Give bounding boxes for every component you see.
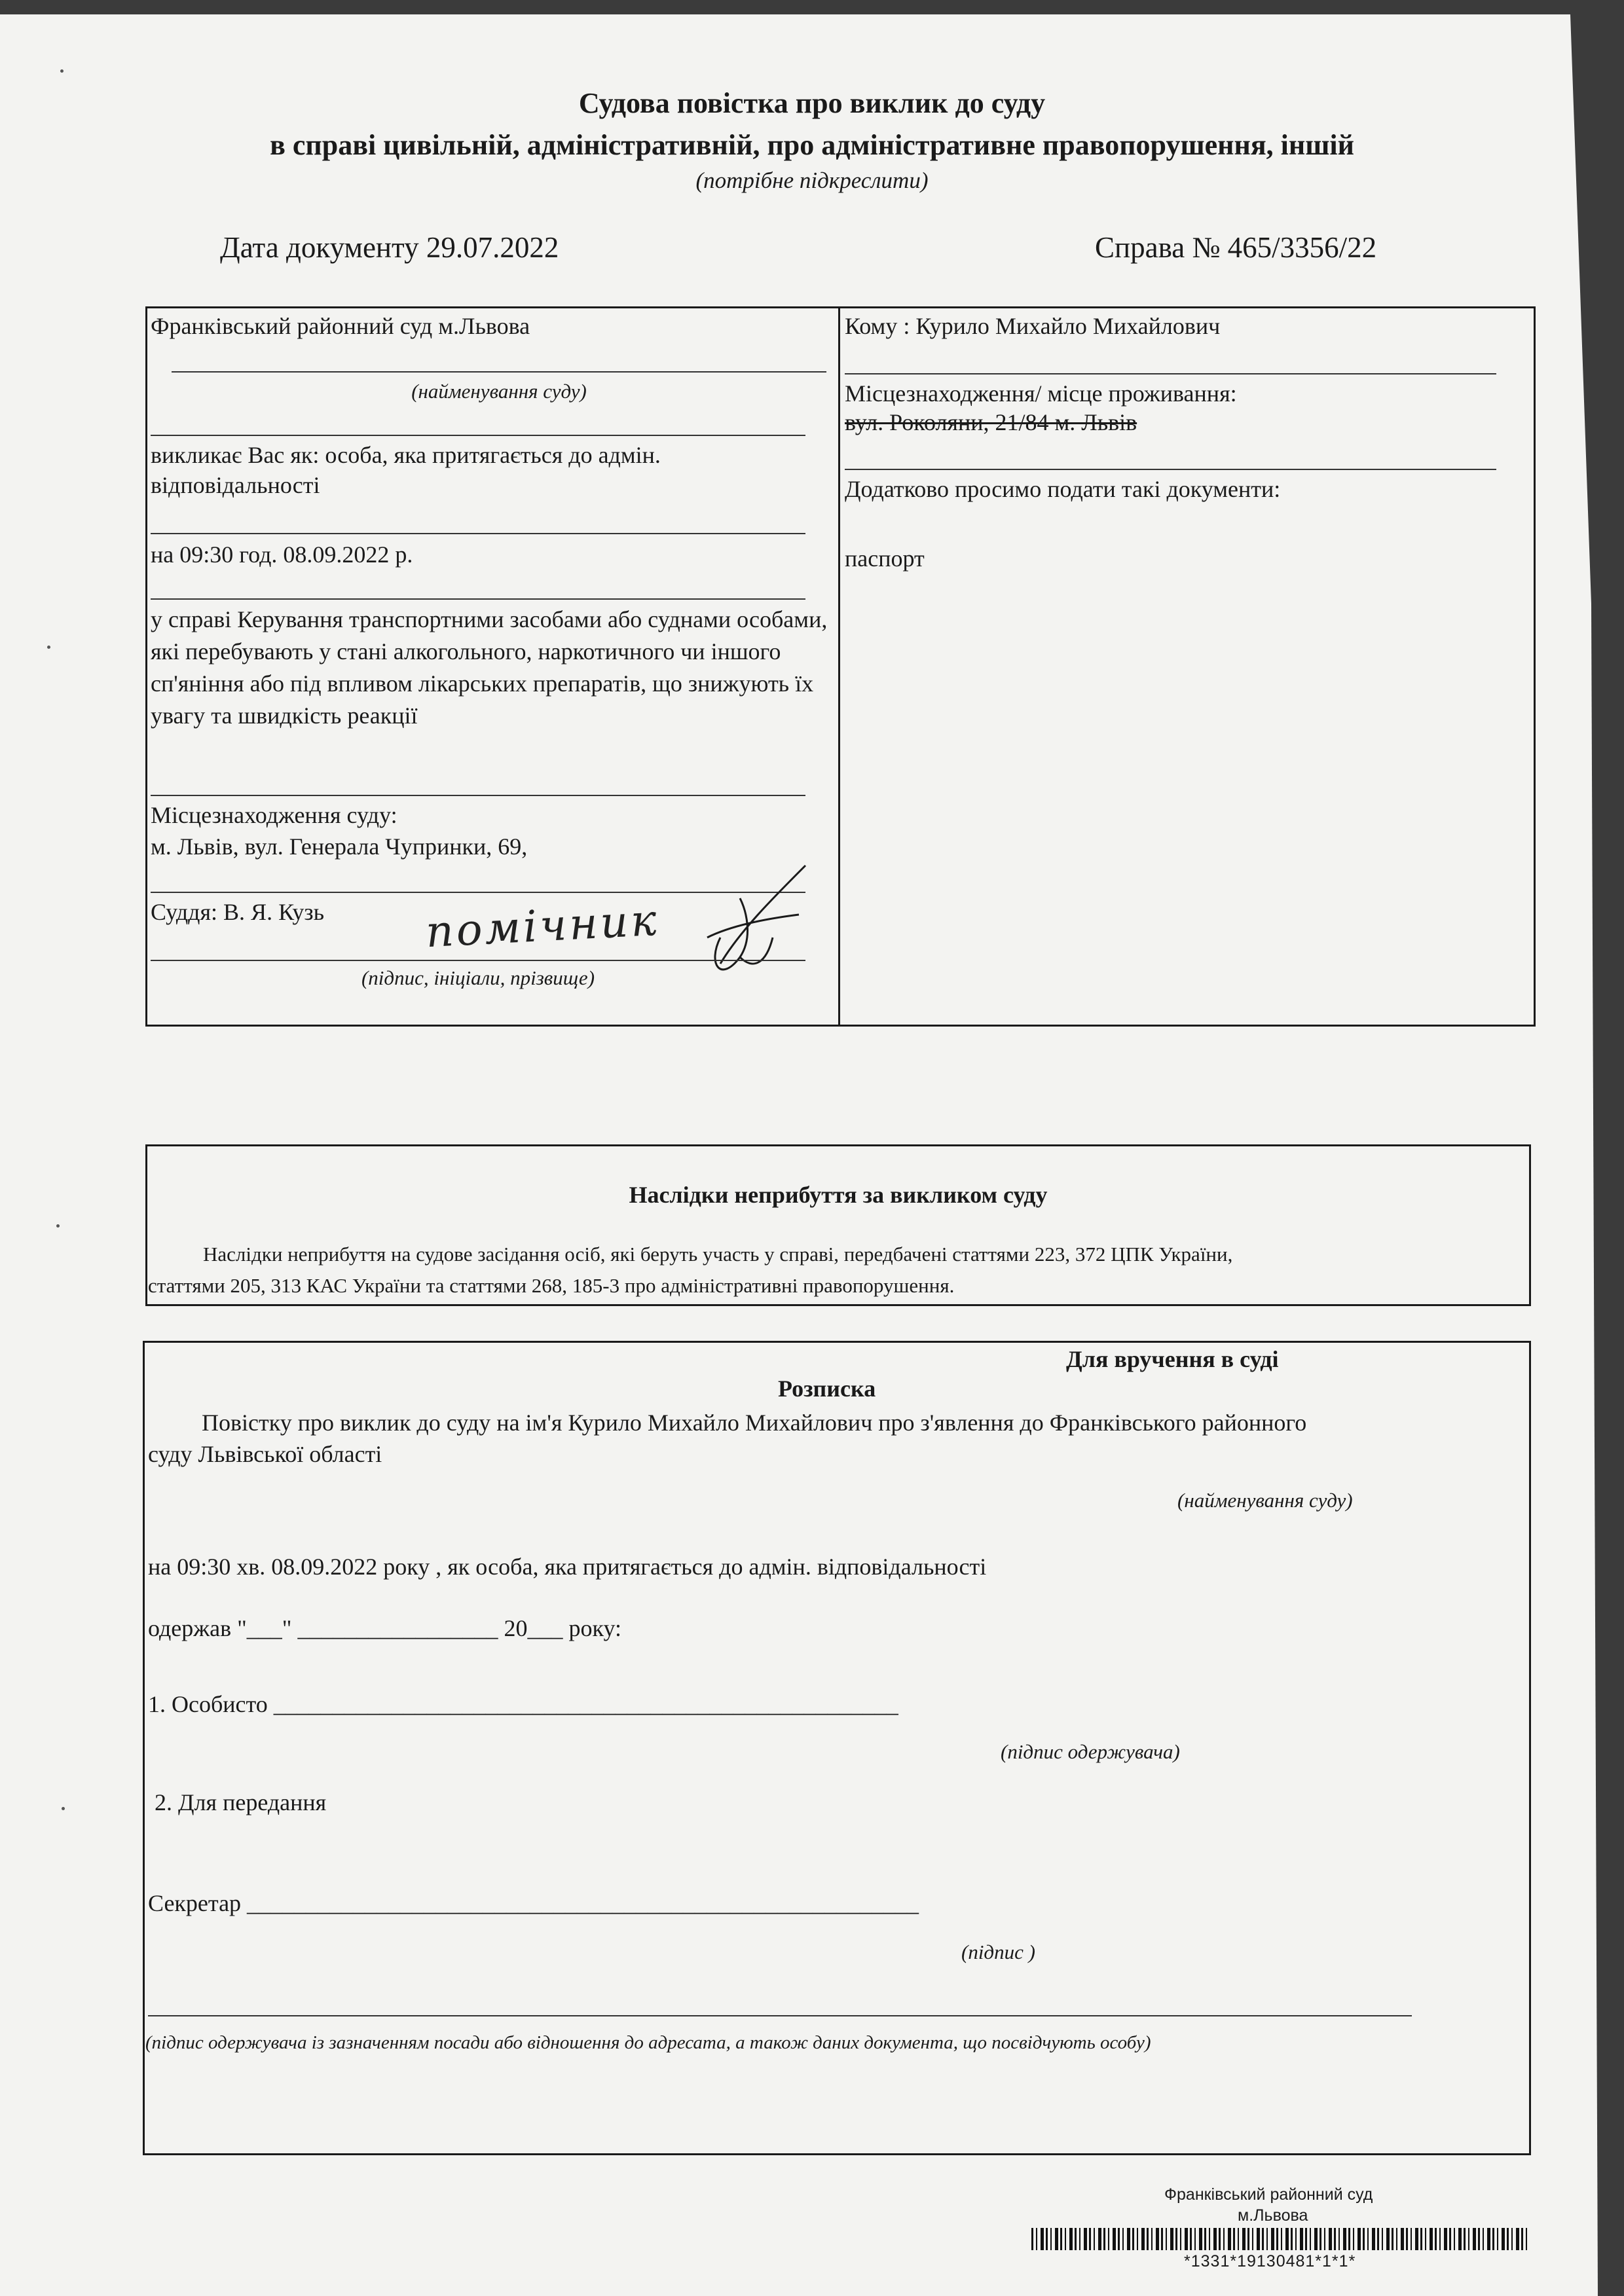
documents-label: Додатково просимо подати такі документи: — [845, 476, 1281, 502]
consequences-text-1: Наслідки неприбуття на судове засідання осіб, які беруть участь у справі, передбачені статтями 223, 372 ЦПК України, — [203, 1243, 1233, 1266]
receipt-court-caption: (найменування суду) — [1177, 1489, 1353, 1512]
court-location: м. Львів, вул. Генерала Чупринки, 69, — [151, 833, 528, 860]
recipient-signature-caption: (підпис одержувача) — [1001, 1740, 1180, 1763]
divider — [151, 435, 805, 436]
personally-signature-line: 1. Особисто _____________________________________________________ — [148, 1691, 898, 1717]
court-name: Франківський районний суд м.Львова — [151, 313, 530, 339]
barcode-code: *1331*19130481*1*1* — [1184, 2252, 1356, 2270]
document-title: Судова повістка про виклик до суду — [578, 87, 1046, 119]
case-number: Справа № 465/3356/22 — [1095, 231, 1377, 264]
court-stamp-line1: Франківський районний суд — [1164, 2185, 1373, 2204]
hearing-time: на 09:30 год. 08.09.2022 р. — [151, 541, 413, 568]
court-name-caption: (найменування суду) — [411, 380, 587, 403]
receipt-time: на 09:30 хв. 08.09.2022 року , як особа, яка притягається до адмін. відповідальності — [148, 1554, 987, 1580]
document-date: Дата документу 29.07.2022 — [220, 231, 559, 264]
secretary-signature-caption: (підпис ) — [961, 1941, 1035, 1963]
barcode — [1031, 2228, 1529, 2250]
divider — [151, 598, 805, 600]
received-date-line: одержав "___" _________________ 20___ року: — [148, 1615, 622, 1641]
judge-signature-caption: (підпис, ініціали, прізвище) — [361, 966, 595, 989]
for-court-delivery: Для вручення в суді — [1066, 1346, 1279, 1372]
divider — [845, 469, 1496, 470]
divider — [151, 533, 805, 534]
divider — [845, 373, 1496, 374]
footer-caption: (підпис одержувача із зазначенням посади або відношення до адресата, а також даних документа, що посвідчують особу) — [145, 2032, 1151, 2053]
documents-requested: паспорт — [845, 545, 925, 572]
divider — [172, 371, 826, 373]
recipient: Кому : Курило Михайло Михайлович — [845, 313, 1221, 339]
divider — [151, 960, 805, 961]
case-description: у справі Керування транспортними засобами або суднами особами, які перебувають у стані алкогольного, наркотичного чи іншого сп'яніння або під впливом лікарських препаратів, що знижують їх увагу та швидкість реакції — [151, 606, 828, 729]
summons-role: викликає Вас як: особа, яка притягається до адмін. відповідальності — [151, 442, 661, 498]
document-subtitle: в справі цивільній, адміністративній, про адміністративне правопорушення, іншій — [270, 129, 1354, 161]
secretary-signature-line: Секретар _________________________________________________________ — [148, 1890, 919, 1916]
underline-note: (потрібне підкреслити) — [695, 168, 929, 193]
divider — [148, 2015, 1412, 2016]
recipient-address-label: Місцезнаходження/ місце проживання: — [845, 380, 1237, 407]
receipt-title: Розписка — [778, 1376, 876, 1402]
recipient-address: вул. Роколяни, 21/84 м. Львів — [845, 409, 1137, 435]
consequences-title: Наслідки неприбуття за викликом суду — [629, 1182, 1048, 1208]
court-stamp-line2: м.Львова — [1238, 2206, 1308, 2225]
table-divider — [838, 306, 840, 1025]
receipt-text-2: суду Львівської області — [148, 1441, 382, 1467]
judge-name: Суддя: В. Я. Кузь — [151, 899, 325, 925]
consequences-text-2: статтями 205, 313 КАС України та статтями 268, 185-3 про адміністративні правопорушення. — [148, 1274, 955, 1297]
transfer-label: 2. Для передання — [155, 1789, 327, 1815]
divider — [151, 795, 805, 796]
court-location-label: Місцезнаходження суду: — [151, 802, 397, 828]
receipt-text-1: Повістку про виклик до суду на ім'я Курило Михайло Михайлович про з'явлення до Франківського районного — [202, 1410, 1307, 1436]
scan-speck — [62, 1807, 65, 1810]
scan-speck — [56, 1224, 60, 1228]
scan-speck — [47, 646, 50, 649]
handwritten-note: помічник — [424, 894, 661, 958]
scan-speck — [60, 69, 64, 73]
